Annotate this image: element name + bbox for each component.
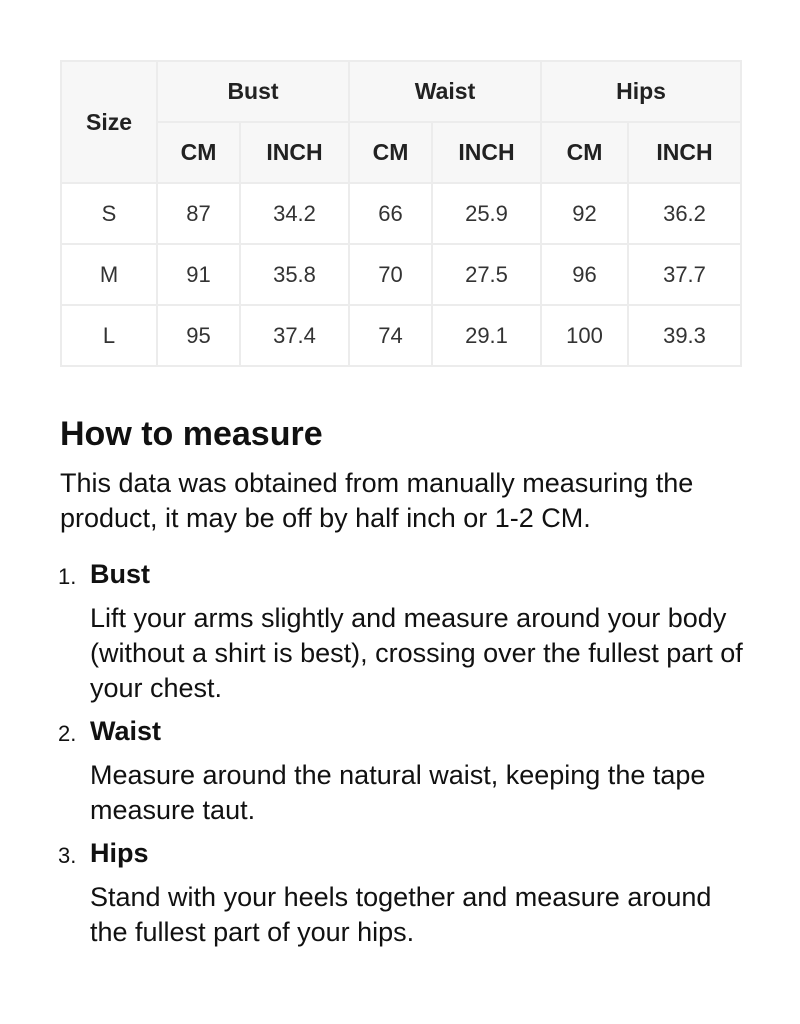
section-title: How to measure	[60, 415, 323, 453]
table-body	[61, 183, 741, 366]
step-title: Hips	[90, 838, 149, 868]
step-description: Stand with your heels together and measure around the fullest part of your hips.	[90, 882, 712, 947]
table-header	[61, 61, 741, 183]
measure-steps-list	[60, 559, 750, 950]
size-cell: M	[61, 244, 157, 305]
waist-cm-cell: 70	[349, 244, 432, 305]
table-row	[61, 244, 741, 305]
bust-inch-cell: 35.8	[240, 244, 349, 305]
list-item-waist	[60, 716, 750, 828]
hips-inch-header: INCH	[628, 122, 741, 183]
step-description: Lift your arms slightly and measure around your body (without a shirt is best), crossing over the fullest part of your chest.	[90, 603, 743, 703]
step-description: Measure around the natural waist, keeping the tape measure taut.	[90, 760, 706, 825]
hips-cm-cell: 96	[541, 244, 628, 305]
waist-group-header: Waist	[349, 61, 541, 122]
step-title: Waist	[90, 716, 162, 746]
size-chart-table	[60, 60, 742, 367]
waist-inch-cell: 29.1	[432, 305, 541, 366]
table-row	[61, 183, 741, 244]
header-row-units	[61, 122, 741, 183]
bust-cm-header: CM	[157, 122, 240, 183]
waist-cm-header: CM	[349, 122, 432, 183]
step-number: 1.	[58, 564, 77, 589]
bust-cm-cell: 91	[157, 244, 240, 305]
list-item-bust	[60, 559, 750, 706]
bust-inch-cell: 34.2	[240, 183, 349, 244]
how-to-measure-section	[60, 412, 750, 960]
list-item-hips	[60, 838, 750, 950]
waist-cm-cell: 74	[349, 305, 432, 366]
intro-text: This data was obtained from manually measuring the product, it may be off by half inch or 1-2 CM.	[60, 468, 694, 533]
size-cell: S	[61, 183, 157, 244]
bust-cm-cell: 87	[157, 183, 240, 244]
step-title: Bust	[90, 559, 150, 589]
size-cell: L	[61, 305, 157, 366]
hips-cm-cell: 100	[541, 305, 628, 366]
hips-group-header: Hips	[541, 61, 741, 122]
bust-cm-cell: 95	[157, 305, 240, 366]
waist-inch-cell: 25.9	[432, 183, 541, 244]
bust-group-header: Bust	[157, 61, 349, 122]
hips-inch-cell: 39.3	[628, 305, 741, 366]
waist-cm-cell: 66	[349, 183, 432, 244]
bust-inch-cell: 37.4	[240, 305, 349, 366]
table-row	[61, 305, 741, 366]
hips-inch-cell: 37.7	[628, 244, 741, 305]
waist-inch-header: INCH	[432, 122, 541, 183]
step-number: 2.	[58, 721, 77, 746]
header-row-groups	[61, 61, 741, 122]
hips-cm-cell: 92	[541, 183, 628, 244]
hips-inch-cell: 36.2	[628, 183, 741, 244]
waist-inch-cell: 27.5	[432, 244, 541, 305]
step-number: 3.	[58, 843, 77, 868]
hips-cm-header: CM	[541, 122, 628, 183]
size-column-header: Size	[61, 61, 157, 183]
bust-inch-header: INCH	[240, 122, 349, 183]
